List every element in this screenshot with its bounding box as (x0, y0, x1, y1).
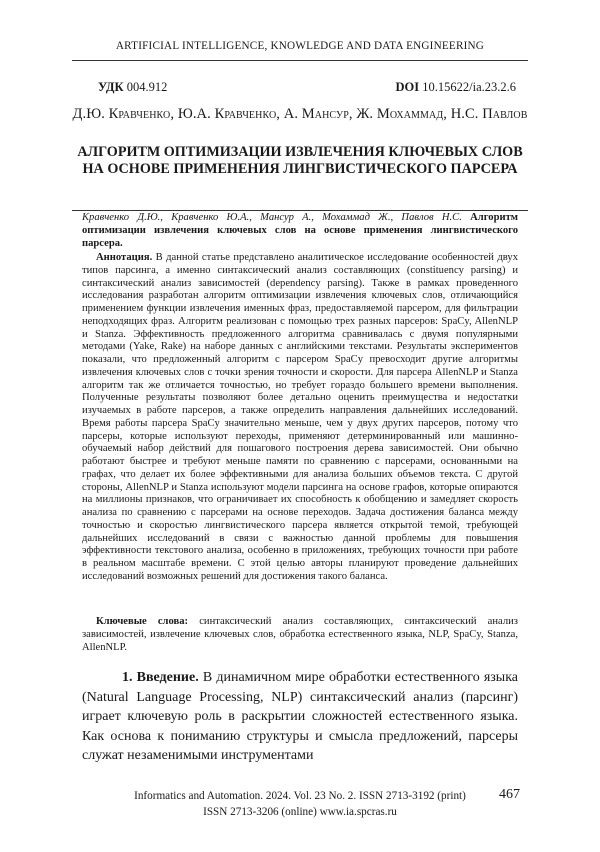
citation-authors: Кравченко Д.Ю., Кравченко Ю.А., Мансур А., Мохаммад Ж., Павлов Н.С. (82, 212, 462, 223)
footer-issn-online: ISSN 2713-3206 (online) www.ia.spcras.ru (203, 806, 397, 818)
doi-line (396, 80, 517, 95)
udk-value: 004.912 (126, 80, 168, 94)
citation-title: Алгоритм оптимизации извлечения ключевых слов на основе применения лингвистического парсера. (82, 212, 518, 249)
introduction-section (82, 668, 518, 766)
keywords-text: синтаксический анализ составляющих, синтаксический анализ зависимостей, извлечение ключевых слов, обработка естественного языка, NLP, SpaCy, Stanza, AllenNLP. (82, 616, 518, 653)
doi-label: DOI (395, 80, 420, 94)
introduction-heading: 1. Введение. (122, 670, 199, 685)
keywords-label: Ключевые слова: (96, 616, 189, 627)
footer-journal-info: Informatics and Automation. 2024. Vol. 23 No. 2. ISSN 2713-3192 (print) (134, 790, 466, 802)
journal-header: ARTIFICIAL INTELLIGENCE, KNOWLEDGE AND DATA ENGINEERING (115, 40, 485, 52)
introduction-text: В динамичном мире обработки естественного языка (Natural Language Processing, NLP) синтаксический анализ (парсинг) играет ключевую роль в раскрытии сложностей естественного языка. Как основа к пониманию структуры и смысла предложений, парсеры служат незаменимыми инструментами (82, 670, 519, 763)
citation-divider (72, 210, 528, 211)
header-divider (72, 60, 528, 61)
paper-title: АЛГОРИТМ ОПТИМИЗАЦИИ ИЗВЛЕЧЕНИЯ КЛЮЧЕВЫХ СЛОВ НА ОСНОВЕ ПРИМЕНЕНИЯ ЛИНГВИСТИЧЕСКОГО ПАРСЕРА (77, 144, 523, 177)
page-number: 467 (499, 787, 520, 802)
doi-value: 10.15622/ia.23.2.6 (422, 80, 516, 94)
abstract-text: В данной статье представлено аналитическое исследование особенностей двух типов парсинга, а именно синтаксический анализ составляющих (constituency parsing) и синтаксический анализ зависимостей (dependency parsing). Также в рамках проведенного исследования разработан алгоритм оптимизации извлечения ключевых слов, отличающийся применением функции извлечения именных фраз, предоставляемой парсером, для фильтрации неподходящих фраз. Алгоритм реализован с помощью трех разных парсеров: SpaCy, AllenNLP и Stanza. Эффективность предложенного алгоритма сравнивалась с двумя популярными методами (Yake, Rake) на наборе данных с английскими текстами. Результаты экспериментов показали, что предложенный алгоритм с парсером SpaCy превосходит другие алгоритмы извлечения ключевых слов с точки зрения точности и скорости. Для парсера AllenNLP и Stanza алгоритм так же отличается точностью, но требует гораздо большего времени выполнения. Полученные результаты позволяют более детально оценить преимущества и недостатки изучаемых в работе парсеров, а также определить направления дальнейших исследований. Время работы парсера SpaCy значительно меньше, чем у двух других парсеров, потому что парсеры, которые используют переходы, применяют детерминированный или машинно-обучаемый набор действий для пошагового построения дерева зависимостей. Они обычно работают быстрее и требуют меньше памяти по сравнению с парсерами, основанными на графах, что делает их более эффективными для анализа больших объемов текста. С другой стороны, AllenNLP и Stanza используют модели парсинга на основе графов, которые опираются на миллионы признаков, что ограничивает их способность к обобщению и замедляет скорость анализа по сравнению с парсерами на основе переходов. Задача достижения баланса между точностью и скоростью лингвистического парсера является открытой темой, требующей дальнейших исследований в связи с важностью данной проблемы для повышения эффективности текстового анализа, особенно в приложениях, требующих точности при работе в реальном масштабе времени. С этой целью авторы планируют проведение дальнейших исследований возможных решений для достижения такого баланса. (82, 252, 518, 582)
paper-authors: Д.Ю. Кравченко, Ю.А. Кравченко, А. Мансур, Ж. Мохаммад, Н.С. Павлов (72, 106, 528, 122)
abstract-block (82, 252, 518, 584)
udk-line (98, 80, 167, 95)
abstract-label: Аннотация. (96, 252, 153, 263)
citation-block (82, 212, 518, 250)
keywords-block (82, 616, 518, 654)
udk-label: УДК (98, 80, 124, 94)
